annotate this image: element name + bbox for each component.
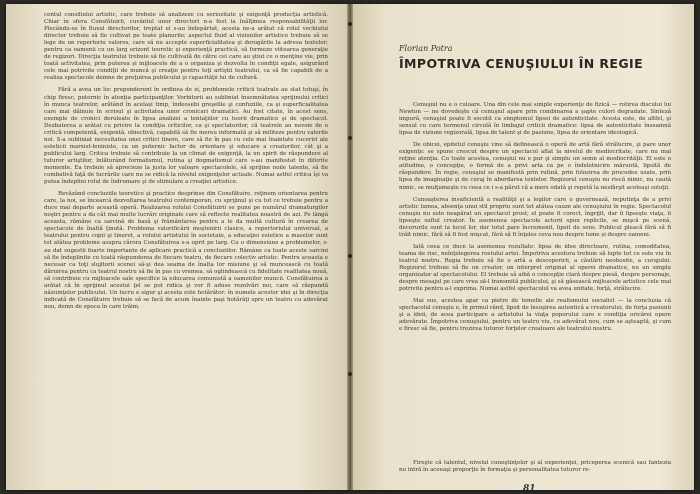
paragraph: Cenuşiul nu e o culoare. Una din cele mai simple experienţe de fizică — rotirea discului lui Newton — ne dovedeşte că cenuşiul apare prin combinarea a şapte culori degradate. Sinteză impură, cenuşiul poate fi socotit ca simptomul lipsei de autenticitate. Acesta este, de altfel, şi sensul cu care termenul circulă în limbajul criticii dramatice: lipsa de autenticitate înseamnă lipsa de viziune regizorală, lipsa de talent şi de pasiune, lipsa de orientare ideologică. — [399, 102, 671, 137]
paragraph: Iată ceea ce duce la asemenea rezultate: lipsa de idee directoare, rutina, comoditatea, teama de risc, neînţelegerea rostului artei. Împotriva acestora trebuie să lupte tot ce este viu în teatrul nostru. Regia trebuie să fie o artă a descoperirii, a căutării neobosite, a curajului. Regizorul trebuie să fie un creator, un interpret original al operei dramatice, nu un simplu organizator al spectacolului. El trebuie să aibă o concepţie clară despre piesă, despre personaje, despre mesajul pe care vrea să-l transmită publicului, şi să găsească mijloacele artistice cele mai potrivite pentru a-l exprima. Numai astfel spectacolul va avea unitate, forţă, strălucire. — [399, 243, 671, 293]
paragraph: Mai sus, acestea apar ca pietre de temelie ale realismului socialist — la concluzia că spectacolul cenuşiu e, în primul rând, lipsit de însuşirea autentică a creatorului, de forţa pasiunii şi a ideii, de acea participare a artistului la viaţa poporului care e condiţia oricărei opere adevărate. Împotriva cenuşiului, pentru un teatru viu, cu adevărat nou, cum se aşteaptă, şi cum e firesc să fie, pentru trezirea tuturor forţelor creatoare ale teatrului nostru. — [399, 298, 671, 333]
book-spread — [6, 4, 694, 490]
page-number: 81 — [523, 484, 536, 490]
paragraph: Fireşte că talentul, nivelul cunoştinţelor şi al experienţei, priceperea scenică sau fantezia nu intră în aceeaşi proporţie în formaţia şi personalitatea tuturor re- — [399, 460, 671, 474]
right-page — [353, 4, 694, 490]
footer-paragraph — [399, 460, 671, 474]
left-page-text — [44, 12, 328, 311]
left-page — [6, 4, 347, 490]
paragraph: centul consiliului artistic, care trebuie să analizeze cu seriozitate şi exigenţă producţia artistică. Chiar în sfera Consfătuirii, cuvântul unor directori n-a fost la înălţimea responsabilităţii lor. Plecându-se în fluxul directorilor, treptat ei s-au îndepărtat, acesta ne-a arătat că rolul vechiului director trebuie să fie cultivat pe toate planurile; aspectul fluid al viziunilor artistice trebuie să se lege de un repertoriu valoros, care să nu accepte superficialitatea şi derogările la adresa textelor; pentru ca oamenii cu un larg orizont teoretic şi experienţă practică, să formeze viitoarea generaţie de regizori. Direcţia teatrului trebuie să fie cultivată de către cei care au ştiut ce o menţine vie, prin toată activitatea, prin puterea şi mijloacele de a o organiza şi dezvolta în condiţii egale, asigurând cele mai potrivite condiţii de muncă şi creaţie pentru toţi artiştii teatrului, ca să fie capabili de a realiza spectacole demne de preţuirea publicului şi capacităţii lui de cultură. — [44, 12, 328, 82]
paragraph: De obicei, epitetul cenuşiu vine să definească o operă de artă fără strălucire, şi pare unor exigenţe: se spune crescut despre un spectacol aflat la nivelul de mediocritate, care nu mai reţine atenţia. Cu toate acestea, cenuşiul nu e pur şi simplu un semn al mediocrităţii. El este o atitudine, o concepţie, o formă de a privi arta ca pe o îndeletnicire măruntă, lipsită de răspundere. În regie, cenuşiul se manifestă prin rutină, prin folosirea de procedee uzate, prin lipsa de imaginaţie şi de curaj în abordarea textelor. Regizorul cenuşiu nu riscă nimic, nu caută nimic, se mulţumeşte cu ceea ce i s-a părut că a mers odată şi repetă la nesfârşit aceleaşi soluţii. — [399, 142, 671, 191]
binding-stitch — [348, 136, 352, 140]
right-page-text — [399, 102, 671, 333]
paragraph: Revăzând concluziile teoretice şi practice desprinse din Consfătuire, reţinem orientarea pentru care, la noi, se încearcă dezvoltarea teatrului contemporan, cu sprijinul şi cu tot ce trebuie pentru a duce mai departe această operă. Realizarea rolului Consfătuirii se pune pe numărul dramaturgilor noştri pentru a da cât mai multe lucrări originale care să reflecte realitatea noastră de azi. Pe lângă aceasta, rămâne ca sarcină de bază şi frământarea pentru a le da multă cultură în crearea de spectacole de înaltă ţinută. Problema valorificării moştenirii clasice, a repertoriului universal, a teatrului pentru copii şi tineret, a rolului artistului în societate, a educaţiei estetice a maselor sunt tot atâtea probleme asupra cărora Consfătuirea s-a oprit pe larg. Cu o dimensiune a problemelor, s-au dat sugestii foarte importante de aplicare practică a concluziilor. Rămâne ca toate aceste sarcini să fie îndeplinite cu toată răspunderea de fiecare teatru, de fiecare colectiv artistic. Pentru aceasta e necesar ca toţi slujitorii scenei să-şi dea seama de înalta lor misiune şi să muncească cu toată dăruirea pentru ca teatrul nostru să fie în pas cu vremea, să oglindească cu fidelitate realitatea nouă, să contribuie cu mijloacele sale specifice la educarea comunistă a oamenilor muncii. Consfătuirea a arătat că în sprijinul acestui ţel se pot ridica şi vor fi aduse rezolvări noi, care să răspundă năzuinţelor publicului. Un lucru e sigur şi acesta este hotărâtor: în numele acestor idei şi în direcţia indicată de Consfătuire trebuie să se facă de acum înainte paşi hotărâţi spre un teatru cu adevărat nou, demn de epoca în care trăim. — [44, 191, 328, 310]
article-author: Florian Potra — [399, 44, 453, 53]
article-title: ÎMPOTRIVA CENUŞIULUI ÎN REGIE — [399, 56, 644, 71]
binding-stitch — [348, 372, 352, 376]
paragraph: Fără a avea un loc preponderent în ordinea de zi, problemele criticii teatrale au stat totuşi, în chip firesc, puternic în atenţia participanţilor. Vorbitorii au subliniat însemnătatea sprijinului critici în munca teatrelor, arătând în acelaşi timp, îndeosebi greşelile şi confuziile, ca şi superficialitatea care mai dăinuie în scrisul şi activitatea unor cronicari dramatici. Au fost citate, în acest sens, exemple de cronici deruleate în lipsa analizei a tentaţiilor cu teorii dramatice şi de spectacol. Dezbaterea a arătat cu privire la condiţia criticilor, ca şi spectatorilor, că teatrele au nevoie de o critică competentă, exigentă, obiectivă, capabilă să fie mereu informată şi să militeze pentru valorile noi. S-a subliniat necesitatea unei critici tinere, care să fie în pas cu cele mai înaintate cuceriri ale esteticii marxist-leniniste, ca un puternic factor de orientare şi educare a creatorilor, cât şi a publicului larg. Critica trebuie să contribuie la un climat de exigenţă, la un spirit de răspundere al tuturor artiştilor, înlăturând formalismul, rutina şi dogmatismul care s-au manifestat în diferite momente. Ea trebuie să aprecieze la justa lor valoare spectacolele, să sprijine noile talente, să fie combativă faţă de lucrările care nu se ridică la nivelul exigenţelor actuale. Numai astfel critica îşi va putea îndeplini rolul de îndrumare şi de stimulare a creaţiei artistice. — [44, 87, 328, 186]
binding-stitch — [348, 22, 352, 26]
paragraph: Cunoaşterea insuficientă a realităţii şi a legilor care o guvernează, neputinţa de a privi artistic lumea, absenţa unui stil propriu sunt tot atâtea cauze ale cenuşiului în regie. Spectacolul cenuşiu nu este neapărat un spectacol prost; el poate fi corect, îngrijit, dar îi lipseşte viaţa, îi lipseşte suflul creator. În asemenea spectacole actorii spun replicile, se mişcă pe scenă, decorurile sunt la locul lor, dar totul pare încremenit, lipsit de sens. Publicul pleacă fără să fi trăit nimic, fără să fi fost mişcat, fără să fi înţeles ceva nou despre lume şi despre oameni. — [399, 196, 671, 238]
binding-stitch — [348, 254, 352, 258]
